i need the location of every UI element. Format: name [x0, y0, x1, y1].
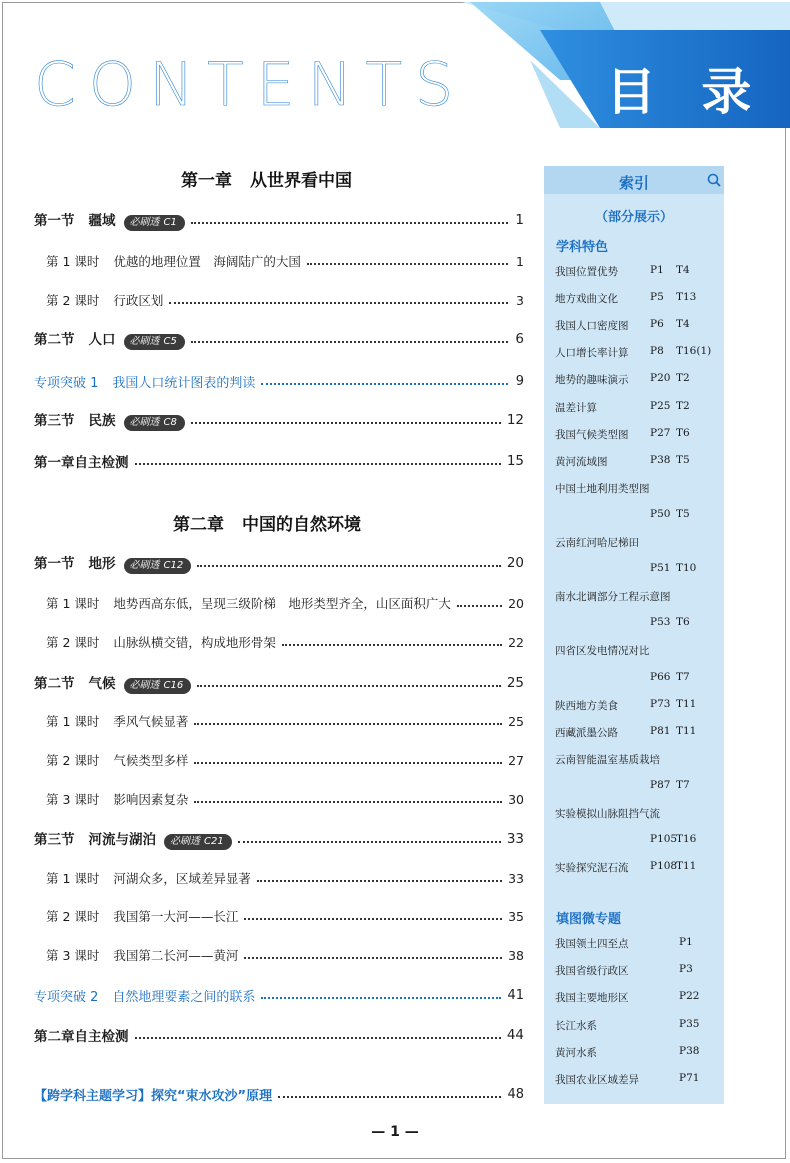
toc-row-number: 第 2 课时 — [46, 293, 100, 308]
map-index-entry[interactable] — [555, 936, 723, 954]
toc-row-text: 地势西高东低，呈现三级阶梯 地形类型齐全，山区面积广大 — [113, 596, 451, 611]
index-category-maps: 填图微专题 — [556, 912, 622, 927]
index-entry-title: 地方戏曲文化 — [555, 293, 618, 305]
chapter-name: 中国的自然环境 — [242, 515, 361, 535]
toc-row-text: 地形 — [88, 556, 116, 572]
toc-row-page: 22 — [508, 634, 524, 650]
toc-row-page: 3 — [516, 292, 524, 308]
index-entry-title: 西藏派墨公路 — [555, 727, 618, 739]
toc-row-label — [46, 633, 276, 651]
chapter-name: 从世界看中国 — [250, 171, 352, 191]
leader-dots — [238, 841, 501, 843]
toc-row-page: 12 — [506, 412, 524, 428]
toc-row-label — [46, 869, 251, 887]
toc-row-page: 38 — [508, 947, 524, 963]
index-entry[interactable] — [555, 671, 723, 689]
leader-dots — [191, 222, 508, 224]
toc-row-number: 第 1 课时 — [46, 596, 100, 611]
index-entry-page: P35 — [679, 1018, 700, 1030]
index-entry[interactable] — [555, 535, 723, 553]
index-entry-title: 黄河流域图 — [555, 456, 608, 468]
map-index-entry[interactable] — [555, 1045, 723, 1063]
index-entry[interactable] — [555, 481, 723, 499]
toc-row-number: 第 1 课时 — [46, 871, 100, 886]
index-entry-task: T5 — [676, 454, 690, 466]
badge-prefix: 必刷透 — [129, 417, 160, 428]
toc-row-text: 影响因素复杂 — [113, 792, 189, 807]
index-entry[interactable] — [555, 752, 723, 770]
section-badge — [124, 558, 192, 574]
index-entry-task: T7 — [676, 779, 690, 791]
toc-row-section[interactable] — [34, 1025, 524, 1045]
index-entry-title: 我国农业区域差异 — [555, 1074, 639, 1086]
toc-row-page: 30 — [508, 791, 524, 807]
index-entry-title: 地势的趣味演示 — [555, 374, 629, 386]
toc-row-label — [34, 986, 255, 1005]
index-entry-title: 四省区发电情况对比 — [555, 645, 650, 657]
leader-dots — [194, 762, 502, 764]
index-entry[interactable] — [555, 806, 723, 824]
toc-row-label — [46, 790, 188, 808]
index-entry-task: T5 — [676, 508, 690, 520]
index-entry-task: T2 — [676, 400, 690, 412]
toc-row-label — [34, 451, 129, 471]
index-entry[interactable] — [555, 400, 723, 418]
toc-row-label: 【跨学科主题学习】探究“束水攻沙”原理 — [34, 1088, 273, 1104]
leader-dots — [197, 565, 501, 567]
toc-row-page: 35 — [508, 908, 524, 924]
index-category-features: 学科特色 — [556, 240, 609, 255]
toc-row-text: 人口 — [88, 332, 116, 348]
index-entry-page: P105 — [650, 833, 678, 845]
toc-row-number: 第 1 课时 — [46, 714, 100, 729]
toc-row-number: 第 3 课时 — [46, 948, 100, 963]
toc-row-lesson[interactable] — [46, 593, 524, 613]
index-entry[interactable] — [555, 779, 723, 797]
index-subtitle: （部分展示） — [594, 210, 673, 225]
badge-prefix: 必刷透 — [129, 680, 160, 691]
leader-dots — [169, 302, 508, 304]
index-entry-title: 长江水系 — [555, 1020, 597, 1032]
map-index-entry[interactable] — [555, 990, 723, 1008]
map-index-entry[interactable] — [555, 1018, 723, 1036]
toc-row-section[interactable] — [34, 210, 524, 230]
index-entry-task: T2 — [676, 372, 690, 384]
toc-row-label — [46, 712, 188, 730]
leader-dots — [244, 918, 502, 920]
leader-dots — [282, 644, 502, 646]
toc-row-page: 6 — [515, 331, 524, 347]
toc-row-text: 河流与湖泊 — [88, 832, 156, 848]
toc-row-special[interactable] — [34, 985, 524, 1005]
badge-prefix: 必刷透 — [129, 217, 160, 228]
index-entry-title: 中国土地利用类型图 — [555, 483, 650, 495]
index-entry-page: P1 — [650, 264, 664, 276]
index-entry[interactable] — [555, 643, 723, 661]
leader-dots — [191, 422, 501, 424]
index-entry[interactable] — [555, 833, 723, 851]
index-entry-page: P38 — [650, 454, 671, 466]
toc-row-number: 第 2 课时 — [46, 909, 100, 924]
index-entry-title: 我国主要地形区 — [555, 992, 629, 1004]
toc-row-page: 44 — [506, 1027, 524, 1043]
index-entry[interactable] — [555, 345, 723, 363]
toc-row-lesson[interactable] — [46, 290, 524, 310]
index-entry-page: P25 — [650, 400, 671, 412]
toc-row-page: 25 — [506, 675, 524, 691]
toc-row-page: 25 — [508, 713, 524, 729]
index-entry-page: P87 — [650, 779, 671, 791]
index-entry-page: P81 — [650, 725, 671, 737]
toc-row-label — [34, 409, 185, 431]
leader-dots — [197, 685, 501, 687]
badge-code: C5 — [163, 336, 177, 347]
toc-row-number: 专项突破 1 — [34, 375, 99, 391]
leader-dots — [261, 997, 501, 999]
index-entry[interactable] — [555, 291, 723, 309]
toc-row-number: 第 1 课时 — [46, 254, 100, 269]
toc-row-label — [34, 552, 191, 574]
badge-prefix: 必刷透 — [129, 560, 160, 571]
chapter-title — [173, 510, 361, 535]
toc-row-page: 1 — [516, 253, 524, 269]
badge-prefix: 必刷透 — [129, 336, 160, 347]
index-entry-task: T10 — [676, 562, 697, 574]
leader-dots — [135, 1037, 501, 1039]
index-entry-page: P53 — [650, 616, 671, 628]
contents-heading: CONTENTS — [34, 50, 467, 120]
toc-row-page: 15 — [506, 453, 524, 469]
index-entry[interactable] — [555, 427, 723, 445]
toc-row-text: 气候类型多样 — [113, 753, 189, 768]
toc-row-text: 自然地理要素之间的联系 — [112, 989, 256, 1005]
index-entry-page: P38 — [679, 1045, 700, 1057]
index-entry-title: 陕西地方美食 — [555, 700, 618, 712]
index-entry-title: 人口增长率计算 — [555, 347, 629, 359]
toc-row-number: 第一节 — [34, 213, 75, 229]
toc-row-lesson[interactable] — [46, 789, 524, 809]
toc-row-lesson[interactable] — [46, 251, 524, 271]
toc-row-page: 9 — [515, 373, 524, 389]
toc-row-text: 疆域 — [88, 213, 116, 229]
toc-row-lesson[interactable] — [46, 632, 524, 652]
index-entry-page: P5 — [650, 291, 664, 303]
toc-row-label — [46, 594, 451, 612]
toc-row-page: 41 — [507, 987, 524, 1003]
index-entry-page: P22 — [679, 990, 700, 1002]
toc-row-text: 民族 — [88, 413, 116, 429]
index-entry-title: 黄河水系 — [555, 1047, 597, 1059]
index-sidebar — [544, 166, 724, 1104]
toc-row-number: 第一章自主检测 — [34, 455, 129, 471]
index-entry-task: T7 — [676, 671, 690, 683]
map-index-entry[interactable] — [555, 1072, 723, 1090]
toc-row-lesson[interactable] — [46, 868, 524, 888]
index-entry-task: T11 — [676, 860, 697, 872]
toc-row-label — [34, 209, 185, 231]
index-entry-task: T16(1) — [676, 345, 712, 357]
index-entry[interactable] — [555, 698, 723, 716]
index-entry-title: 实验探究泥石流 — [555, 862, 629, 874]
toc-row-number: 第二章自主检测 — [34, 1029, 129, 1045]
toc-row-page: 33 — [508, 870, 524, 886]
toc-row-section[interactable] — [34, 829, 524, 849]
toc-row-label — [34, 1025, 129, 1045]
index-entry[interactable] — [555, 318, 723, 336]
index-entry[interactable] — [555, 508, 723, 526]
toc-row-section[interactable] — [34, 410, 524, 430]
leader-dots — [191, 341, 508, 343]
index-entry-task: T11 — [676, 725, 697, 737]
index-entry-task: T4 — [676, 264, 690, 276]
index-title: 索引 — [618, 174, 649, 192]
index-entry[interactable] — [555, 562, 723, 580]
badge-prefix: 必刷透 — [170, 836, 200, 847]
index-entry-title: 我国气候类型图 — [555, 429, 629, 441]
badge-code: C12 — [163, 560, 184, 571]
toc-row-label — [34, 828, 232, 850]
toc-row-text: 行政区划 — [113, 293, 164, 308]
toc-row-label — [46, 252, 301, 270]
toc-row-number: 第 2 课时 — [46, 635, 100, 650]
index-entry-task: T6 — [676, 427, 690, 439]
leader-dots — [194, 723, 502, 725]
index-entry-title: 温差计算 — [555, 402, 597, 414]
index-entry-title: 我国领土四至点 — [555, 938, 629, 950]
toc-row-lesson[interactable] — [46, 945, 524, 965]
index-entry-title: 云南红河哈尼梯田 — [555, 537, 639, 549]
toc-row-text: 河湖众多，区域差异显著 — [113, 871, 251, 886]
toc-row-number: 第一节 — [34, 556, 75, 572]
toc-row-section[interactable] — [34, 329, 524, 349]
toc-row-text: 季风气候显著 — [113, 714, 189, 729]
leader-dots — [244, 957, 502, 959]
toc-row-text: 山脉纵横交错，构成地形骨架 — [113, 635, 276, 650]
badge-code: C16 — [163, 680, 184, 691]
toc-row-section[interactable] — [34, 553, 524, 573]
toc-row-text: 优越的地理位置 海阔陆广的大国 — [113, 254, 301, 269]
toc-row-number: 第三节 — [34, 832, 75, 848]
index-entry-title: 南水北调部分工程示意图 — [555, 591, 671, 603]
toc-row-page: 20 — [506, 555, 524, 571]
leader-dots — [194, 801, 502, 803]
index-entry-page: P51 — [650, 562, 671, 574]
toc-row-number: 第 2 课时 — [46, 753, 100, 768]
toc-row-label — [46, 907, 238, 925]
toc-row-page: 33 — [506, 831, 524, 847]
toc-row-section[interactable] — [34, 451, 524, 471]
badge-code: C8 — [163, 417, 177, 428]
index-entry-task: T16 — [676, 833, 697, 845]
toc-row-label — [34, 672, 191, 694]
toc-row-label — [34, 328, 185, 350]
index-entry-page: P108 — [650, 860, 678, 872]
index-entry-title: 我国省级行政区 — [555, 965, 629, 977]
toc-row-lesson[interactable] — [46, 750, 524, 770]
map-index-entry[interactable] — [555, 963, 723, 981]
toc-row-number: 第三节 — [34, 413, 75, 429]
toc-row-number: 专项突破 2 — [34, 989, 99, 1005]
leader-dots — [307, 263, 508, 265]
index-entry-page: P3 — [679, 963, 693, 975]
chapter-number: 第二章 — [173, 515, 224, 535]
toc-row-number: 第二节 — [34, 676, 75, 692]
toc-row-lesson[interactable] — [46, 906, 524, 926]
index-entry-page: P71 — [679, 1072, 700, 1084]
toc-row-label — [46, 751, 188, 769]
section-badge — [164, 834, 232, 850]
page-number: — 1 — — [371, 1124, 419, 1140]
toc-row-lesson[interactable] — [46, 711, 524, 731]
section-badge — [124, 415, 185, 431]
index-entry-title: 云南智能温室基质栽培 — [555, 754, 660, 766]
toc-row-page: 48 — [507, 1086, 524, 1102]
index-entry[interactable] — [555, 860, 723, 878]
index-entry-title: 实验模拟山脉阻挡气流 — [555, 808, 660, 820]
index-entry-task: T13 — [676, 291, 697, 303]
toc-row-page: 20 — [508, 595, 524, 611]
index-entry-title: 我国人口密度图 — [555, 320, 629, 332]
toc-row-number: 第二节 — [34, 332, 75, 348]
index-entry[interactable] — [555, 454, 723, 472]
leader-dots — [257, 880, 502, 882]
chapter-number: 第一章 — [181, 171, 232, 191]
search-icon — [707, 173, 721, 187]
badge-code: C1 — [163, 217, 177, 228]
index-entry-task: T6 — [676, 616, 690, 628]
toc-row-label — [34, 372, 255, 391]
mulu-heading: 目 录 — [606, 63, 766, 121]
index-entry-task: T11 — [676, 698, 697, 710]
toc-row-page: 27 — [508, 752, 524, 768]
index-entry[interactable] — [555, 589, 723, 607]
leader-dots — [457, 605, 502, 607]
index-entry[interactable] — [555, 725, 723, 743]
leader-dots — [135, 463, 501, 465]
badge-code: C21 — [204, 836, 224, 847]
section-badge — [124, 678, 192, 694]
toc-row-text: 气候 — [88, 676, 116, 692]
leader-dots — [261, 383, 508, 385]
index-entry-page: P50 — [650, 508, 671, 520]
toc-row-label — [46, 291, 163, 309]
toc-row-number: 第 3 课时 — [46, 792, 100, 807]
chapter-title — [181, 166, 352, 191]
index-entry-page: P1 — [679, 936, 693, 948]
toc-row-special[interactable] — [34, 371, 524, 391]
toc-row-section[interactable] — [34, 673, 524, 693]
section-badge — [124, 334, 185, 350]
index-entry[interactable] — [555, 616, 723, 634]
index-entry-title: 我国位置优势 — [555, 266, 618, 278]
toc-row-label — [46, 946, 238, 964]
toc-row-text: 我国第一大河——长江 — [113, 909, 239, 924]
index-entry-task: T4 — [676, 318, 690, 330]
index-entry-page: P8 — [650, 345, 664, 357]
index-entry-page: P27 — [650, 427, 671, 439]
index-entry[interactable] — [555, 372, 723, 390]
toc-row-text: 我国人口统计图表的判读 — [112, 375, 256, 391]
toc-row-text: 我国第二长河——黄河 — [113, 948, 239, 963]
index-entry-page: P73 — [650, 698, 671, 710]
index-entry-page: P20 — [650, 372, 671, 384]
leader-dots — [278, 1096, 501, 1098]
index-entry-page: P6 — [650, 318, 664, 330]
index-entry-page: P66 — [650, 671, 671, 683]
index-entry[interactable] — [555, 264, 723, 282]
section-badge — [124, 215, 185, 231]
toc-row-page: 1 — [515, 212, 524, 228]
toc-row-interdisciplinary[interactable] — [34, 1084, 524, 1104]
